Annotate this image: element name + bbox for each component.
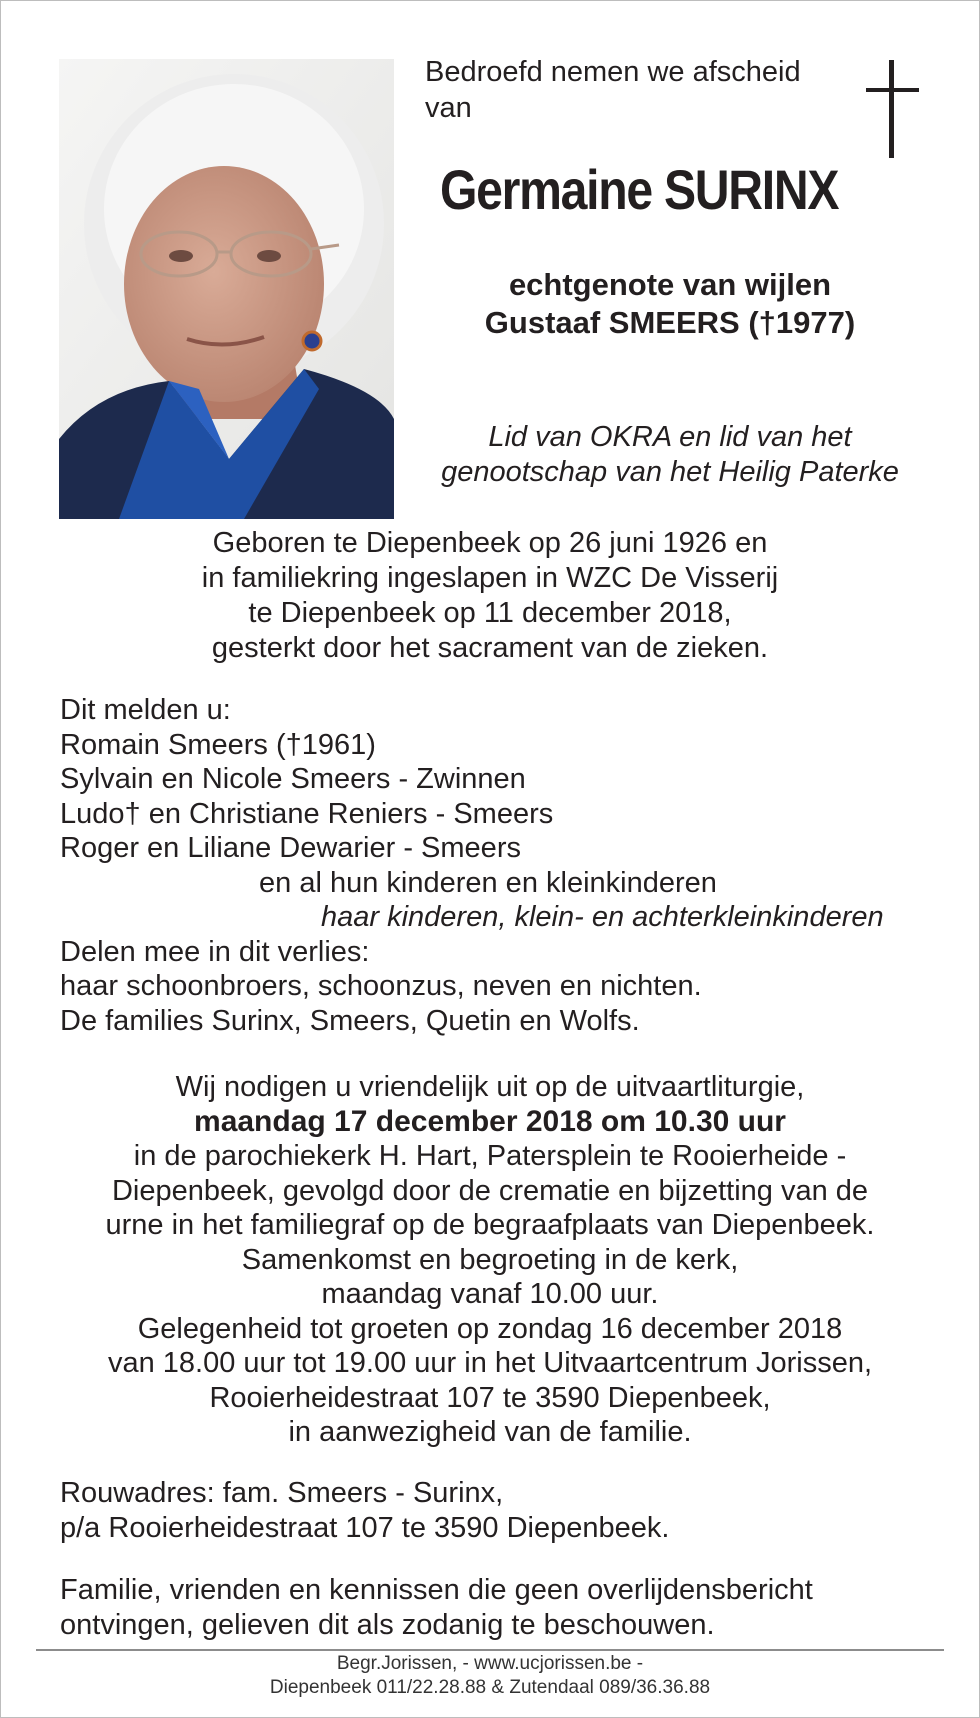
funeral-info [40,1070,940,1450]
family-announcement [60,693,940,1038]
intro-text [425,54,845,126]
spouse-info [410,266,930,342]
notice-text [60,1573,940,1643]
notice-line: ontvingen, gelieven dit als zodanig te beschouwen. [60,1609,715,1641]
intro-line: Bedroefd nemen we afscheid [425,56,801,88]
family-member: Ludo† en Christiane Reniers - Smeers [60,797,554,830]
footer-line: Diepenbeek 011/22.28.88 & Zutendaal 089/36.36.88 [269,1677,711,1698]
funeral-line: maandag vanaf 10.00 uur. [321,1278,659,1310]
spouse-line: echtgenote van wijlen [508,267,832,302]
announcement-heading: Dit melden u: [60,694,231,726]
intro-line: van [425,92,472,124]
funeral-line: Rooierheidestraat 107 te 3590 Diepenbeek, [209,1381,771,1414]
funeral-line: Samenkomst en begroeting in de kerk, [241,1243,739,1276]
funeral-line: in de parochiekerk H. Hart, Patersplein te Rooierheide - [133,1140,847,1172]
funeral-line: van 18.00 uur tot 19.00 uur in het Uitvaartcentrum Jorissen, [107,1347,873,1379]
birth-death-info [60,526,920,666]
mourning-address [60,1476,940,1546]
deceased-name: Germaine SURINX [440,158,839,221]
family-member: Sylvain en Nicole Smeers - Zwinnen [60,763,526,795]
undertaker-footer [40,1652,940,1700]
membership-line: Lid van OKRA en lid van het [488,421,852,453]
family-member: Romain Smeers (†1961) [60,728,376,761]
grandchildren-line: en al hun kinderen en kleinkinderen [259,866,717,899]
membership-info [400,420,940,490]
family-member: Roger en Liliane Dewarier - Smeers [60,832,521,864]
cross-icon [863,60,923,158]
birth-line: gesterkt door het sacrament van de zieken. [211,632,769,664]
portrait-photo [59,59,394,519]
relatives-line: De families Surinx, Smeers, Quetin en Wolfs. [60,1004,640,1037]
children-line: haar kinderen, klein- en achterkleinkinderen [321,901,884,933]
birth-line: Geboren te Diepenbeek op 26 juni 1926 en [212,527,768,559]
footer-line: Begr.Jorissen, - www.ucjorissen.be - [336,1653,644,1674]
notice-line: Familie, vrienden en kennissen die geen overlijdensbericht [60,1574,813,1606]
membership-line: genootschap van het Heilig Paterke [441,456,899,488]
spouse-line: Gustaaf SMEERS (†1977) [484,305,856,340]
portrait-icon [59,59,394,519]
funeral-date: maandag 17 december 2018 om 10.30 uur [194,1104,786,1138]
share-heading: Delen mee in dit verlies: [60,935,370,968]
address-line: p/a Rooierheidestraat 107 te 3590 Diepenbeek. [60,1512,670,1544]
funeral-line: urne in het familiegraf op de begraafplaats van Diepenbeek. [105,1209,875,1241]
footer-divider [36,1649,944,1651]
relatives-line: haar schoonbroers, schoonzus, neven en nichten. [60,970,702,1002]
funeral-line: in aanwezigheid van de familie. [288,1416,692,1448]
birth-line: te Diepenbeek op 11 december 2018, [248,597,732,629]
birth-line: in familiekring ingeslapen in WZC De Visserij [201,562,779,594]
address-line: Rouwadres: fam. Smeers - Surinx, [60,1477,504,1509]
funeral-line: Gelegenheid tot groeten op zondag 16 december 2018 [137,1312,843,1345]
funeral-invite: Wij nodigen u vriendelijk uit op de uitvaartliturgie, [175,1071,805,1103]
funeral-line: Diepenbeek, gevolgd door de crematie en bijzetting van de [111,1174,869,1207]
